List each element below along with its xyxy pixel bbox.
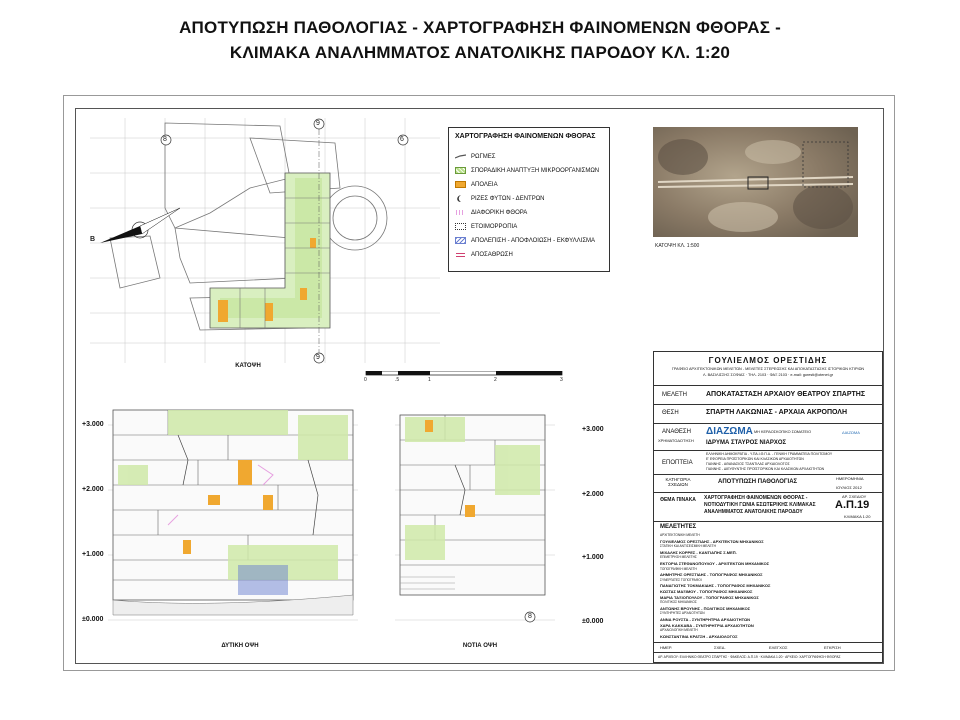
west-elevation-caption: ΔΥΤΙΚΗ ΟΨΗ xyxy=(221,643,259,649)
aerial-caption: ΚΑΤΟΨΗ ΚΛ. 1:500 xyxy=(655,243,700,249)
scale-tick-3: 3 xyxy=(560,377,563,383)
plant-roots-icon xyxy=(455,194,466,203)
location-label: ΘΕΣΗ xyxy=(662,410,679,416)
team-label: ΜΕΛΕΤΗΤΕΣ xyxy=(660,524,697,530)
supervision-line-1: ΕΛΛΗΝΙΚΗ ΔΗΜΟΚΡΑΤΙΑ - Υ.ΠΑ.Ι.Θ.Π.Α. - ΓΕΝΙΚΗ ΓΡΑΜΜΑΤΕΙΑ ΠΟΛΙΤΙΣΜΟΥ xyxy=(706,452,833,456)
study-label: ΜΕΛΕΤΗ xyxy=(662,392,688,398)
plan-axis-label-9-top: 9 xyxy=(316,120,320,127)
scale-tick-half: .5 xyxy=(395,377,400,383)
legend-item-microorganisms: ΣΠΟΡΑΔΙΚΗ ΑΝΑΠΤΥΞΗ ΜΙΚΡΟΟΡΓΑΝΙΣΜΩΝ xyxy=(455,166,599,175)
drawing-scale: ΚΛΙΜΑΚΑ 1:20 xyxy=(844,514,871,519)
south-elevation-drawing xyxy=(395,405,555,630)
footer-col-check: ΕΛΕΓΧΟΣ xyxy=(769,645,788,650)
south-elevation-caption: ΝΟΤΙΑ ΟΨΗ xyxy=(462,643,498,649)
team-entry: ΠΟΛΙΤΙΚΟΣ ΜΗΧΑΝΙΚΟΣ xyxy=(660,600,697,605)
legend-item-unstable: ΕΤΟΙΜΟΡΡΟΠΙΑ xyxy=(455,222,517,231)
team-entry: ΓΟΥΛΙΕΛΜΟΣ ΟΡΕΣΤΙΔΗΣ - ΑΡΧΙΤΕΚΤΩΝ ΜΗΧΑΝΙΚΟΣ xyxy=(660,538,764,544)
team-entry: ΤΟΠΟΓΡΑΦΙΚΗ ΜΕΛΕΤΗ xyxy=(660,566,697,571)
south-level-2000: +2.000 xyxy=(582,491,604,498)
scale-tick-2: 2 xyxy=(494,377,497,383)
aerial-photo xyxy=(653,127,858,237)
plan-axis-label-8: 8 xyxy=(163,136,167,143)
legend-item-loss: ΑΠΟΛΕΙΑ xyxy=(455,180,498,189)
south-level-3000: +3.000 xyxy=(582,426,604,433)
diazoma-logo-text: ΔΙΑΖΩΜΑ xyxy=(706,426,753,437)
title-block xyxy=(653,351,883,663)
team-entry: ΣΥΝΕΡΓΑΤΕΣ ΤΟΠΟΓΡΑΦΟΙ xyxy=(660,577,702,582)
scale-bar xyxy=(364,371,564,385)
west-level-2000: +2.000 xyxy=(82,486,104,493)
north-arrow-label: Β xyxy=(90,236,96,243)
assign-sub-label: ΧΡΗΜΑΤΟΔΟΤΗΣΗ xyxy=(658,438,694,443)
west-elevation-drawing xyxy=(108,405,358,630)
supervision-label: ΕΠΟΠΤΕΙΑ xyxy=(662,460,693,466)
drawing-no-label: ΑΡ. ΣΧΕΔΙΟΥ xyxy=(842,494,867,499)
date-value: ΙΟΥΛΙΟΣ 2012 xyxy=(836,485,862,490)
microorganism-swatch-icon xyxy=(455,167,466,174)
team-entry: ΜΑΡΙΑ ΤΑΞΙΟΠΟΥΛΟΥ - ΤΟΠΟΓΡΑΦΟΣ ΜΗΧΑΝΙΚΟΣ xyxy=(660,594,759,600)
location-value: ΣΠΑΡΤΗ ΛΑΚΩΝΙΑΣ - ΑΡΧΑΙΑ ΑΚΡΟΠΟΛΗ xyxy=(706,409,847,416)
footer-col-date: ΗΜΕΡ. xyxy=(660,645,673,650)
page-title-line-2: ΚΛΙΜΑΚΑ ΑΝΑΛΗΜΜΑΤΟΣ ΑΝΑΤΟΛΙΚΗΣ ΠΑΡΟΔΟΥ ΚΛ. 1:20 xyxy=(229,43,731,62)
team-entry: ΧΑΡΑ ΚΑΚΚΑΒΑ - ΣΥΝΤΗΡΗΤΡΙΑ ΑΡΧΑΙΟΤΗΤΩΝ xyxy=(660,622,754,628)
legend-item-cracks: ΡΩΓΜΕΣ xyxy=(455,152,496,161)
team-entry: ΕΚΤΟΡΙΑ ΣΤΕΦΑΝΟΠΟΥΛΟΥ - ΑΡΧΙΤΕΚΤΩΝ ΜΗΧΑΝΙΚΟΣ xyxy=(660,561,770,566)
plan-axis-label-9-bottom: 9 xyxy=(316,354,320,361)
study-value: ΑΠΟΚΑΤΑΣΤΑΣΗ ΑΡΧΑΙΟΥ ΘΕΑΤΡΟΥ ΣΠΑΡΤΗΣ xyxy=(706,391,866,398)
team-entry: ΑΝΝΑ ΡΟΥΣΤΑ - ΣΥΝΤΗΡΗΤΡΙΑ ΑΡΧΑΙΟΤΗΤΩΝ xyxy=(660,617,751,622)
supervision-line-2: Ε' ΕΦΟΡΕΙΑ ΠΡΟΪΣΤΟΡΙΚΩΝ ΚΑΙ ΚΛΑΣΙΚΩΝ ΑΡΧΑΙΟΤΗΤΩΝ xyxy=(706,457,804,461)
legend-item-weathering: ΑΠΟΣΑΘΡΩΣΗ xyxy=(455,250,513,259)
differential-swatch-icon xyxy=(455,209,466,216)
team-entry: ΑΝΤΩΝΗΣ ΒΡΟΥΝΗΣ - ΠΟΛΙΤΙΚΟΣ ΜΗΧΑΝΙΚΟΣ xyxy=(660,605,751,611)
weathering-swatch-icon xyxy=(455,251,466,258)
team-entry: ΚΩΣΤΑΣ ΜΑΞΙΜΟΥ - ΤΟΠΟΓΡΑΦΟΣ ΜΗΧΑΝΙΚΟΣ xyxy=(660,589,753,594)
south-level-0000: ±0.000 xyxy=(582,618,604,625)
architect-subtitle: ΓΡΑΦΕΙΟ ΑΡΧΙΤΕΚΤΟΝΙΚΩΝ ΜΕΛΕΤΩΝ - ΜΕΛΕΤΕΣ ΣΤΕΡΕΩΣΗΣ ΚΑΙ ΑΠΟΚΑΤΑΣΤΑΣΗΣ ΙΣΤΟΡΙΚΩΝ ΚΤΙΡΙΩΝ xyxy=(671,367,865,371)
loss-swatch-icon xyxy=(455,181,466,188)
west-level-1000: +1.000 xyxy=(82,551,104,558)
west-level-3000: +3.000 xyxy=(82,421,104,428)
assign-label: ΑΝΑΘΕΣΗ xyxy=(662,429,691,435)
flaking-swatch-icon xyxy=(455,237,466,244)
theme-line-3: ΑΝΑΛΗΜΜΑΤΟΣ ΑΝΑΤΟΛΙΚΗΣ ΠΑΡΟΔΟΥ xyxy=(704,509,803,515)
date-label: ΗΜΕΡΟΜΗΝΙΑ xyxy=(836,476,864,481)
theme-label: ΘΕΜΑ ΠΙΝΑΚΑ xyxy=(660,497,696,503)
page-title-line-1: ΑΠΟΤΥΠΩΣΗ ΠΑΘΟΛΟΓΙΑΣ - ΧΑΡΤΟΓΡΑΦΗΣΗ ΦΑΙΝΟΜΕΝΩΝ ΦΘΟΡΑΣ - xyxy=(179,18,781,37)
category-value: ΑΠΟΤΥΠΩΣΗ ΠΑΘΟΛΟΓΙΑΣ xyxy=(718,479,798,485)
south-axis-label-8: 8 xyxy=(528,613,532,620)
legend-title: ΧΑΡΤΟΓΡΑΦΗΣΗ ΦΑΙΝΟΜΕΝΩΝ ΦΘΟΡΑΣ xyxy=(455,133,596,140)
category-label: ΚΑΤΗΓΟΡΙΑ ΣΧΕΔΙΩΝ xyxy=(665,477,691,487)
scale-tick-1: 1 xyxy=(428,377,431,383)
team-entry: ΑΡΧΙΤΕΚΤΟΝΙΚΗ ΜΕΛΕΤΗ xyxy=(660,533,700,537)
team-entry: ΚΩΝΣΤΑΝΤΙΝΑ ΚΡΑΤΣΗ - ΑΡΧΑΙΟΛΟΓΟΣ xyxy=(660,633,738,639)
legend-item-roots: ΡΙΖΕΣ ΦΥΤΩΝ - ΔΕΝΤΡΩΝ xyxy=(455,194,545,203)
architect-contact: Λ. ΒΑΣΙΛΙΣΣΗΣ ΣΟΦΙΑΣ · ΤΗΛ. 2103 · ΦΑΞ 2103 · e-mail: goresti@otenet.gr xyxy=(702,373,834,377)
plan-axis-label-6: 6 xyxy=(400,136,404,143)
supervision-line-4: ΓΙΑΝΝΗΣ - ΔΙΕΥΘΥΝΤΗΣ ΠΡΟΪΣΤΟΡΙΚΩΝ ΚΑΙ ΚΛΑΣΙΚΩΝ ΑΡΧΑΙΟΤΗΤΩΝ xyxy=(706,467,825,471)
team-entry: ΣΥΝΤΗΡΗΤΕΣ ΑΡΧΑΙΟΤΗΤΩΝ xyxy=(660,611,705,616)
footer-col-drawn: ΣΧΕΔ. xyxy=(714,645,726,650)
assign-value-foundation: ΙΔΡΥΜΑ ΣΤΑΥΡΟΣ ΝΙΑΡΧΟΣ xyxy=(706,440,787,446)
team-entry: ΕΠΙΜΕΤΡΗΣΗ ΜΕΛΕΤΗΣ xyxy=(660,555,697,560)
unstable-swatch-icon xyxy=(455,223,466,230)
plan-drawing xyxy=(90,118,440,368)
footer-col-approve: ΕΓΚΡΙΣΗ xyxy=(824,645,841,650)
theme-line-2: ΝΟΤΙΟΔΥΤΙΚΗ ΓΩΝΙΑ ΕΣΩΤΕΡΙΚΗΣ ΚΛΙΜΑΚΑΣ xyxy=(704,502,816,508)
theme-line-1: ΧΑΡΤΟΓΡΑΦΗΣΗ ΦΑΙΝΟΜΕΝΩΝ ΦΘΟΡΑΣ - xyxy=(704,495,808,501)
team-entry: ΠΑΝΑΓΙΩΤΗΣ ΤΟΚΜΑΚΙΔΗΣ - ΤΟΠΟΓΡΑΦΟΣ ΜΗΧΑΝΙΚΟΣ xyxy=(660,583,771,589)
assign-value-sub: ΜΗ ΚΕΡΔΟΣΚΟΠΙΚΟ ΣΩΜΑΤΕΙΟ xyxy=(754,430,812,434)
damage-legend xyxy=(448,127,610,272)
team-entry: ΔΗΜΗΤΡΗΣ ΟΡΕΣΤΙΔΗΣ - ΤΟΠΟΓΡΑΦΟΣ ΜΗΧΑΝΙΚΟΣ xyxy=(660,572,763,578)
west-level-0000: ±0.000 xyxy=(82,616,104,623)
team-entry: ΣΤΑΤΙΚΗ ΚΑΙ ΑΝΤΙΣΕΙΣΜΙΚΗ ΜΕΛΕΤΗ xyxy=(660,544,716,549)
scale-tick-0: 0 xyxy=(364,377,367,383)
team-entry: ΜΙΧΑΛΗΣ ΚΟΡΡΕΣ - ΚΑΝΤΙΑΠΗΣ Σ.ΜΕΠ. xyxy=(660,549,737,555)
supervision-line-3: ΓΙΑΝΝΗΣ - ΑΘΑΝΑΣΙΟΣ ΤΣΑΝΤΙΛΑΣ ΑΡΧΑΙΟΛΟΓΟΣ xyxy=(706,462,790,466)
footer-note: ΑΡ. ΑΡΧΕΙΟΥ: ΕΛΛΗΝΙΚΟ ΘΕΑΤΡΟ ΣΠΑΡΤΗΣ · ΦΑΚΕΛΟΣ: Α.Π.19 · ΚΛΙΜΑΚΑ 1:20 · ΑΡΧΕΙΟ: ΧΑΡΤΟΓΡΑΦΗΣΗ ΦΘΟΡΑΣ xyxy=(658,655,841,659)
crack-line-icon xyxy=(455,153,466,160)
team-entry: ΑΡΧΑΙΟΛΟΓΙΚΗ ΜΕΛΕΤΗ xyxy=(660,628,698,633)
plan-caption: ΚΑΤΟΨΗ xyxy=(235,363,261,369)
legend-item-flaking: ΑΠΟΛΕΠΙΣΗ - ΑΠΟΦΛΟΙΩΣΗ - ΕΚΦΥΛΛΙΣΜΑ xyxy=(455,236,595,245)
drawing-number: Α.Π.19 xyxy=(835,499,870,511)
architect-name: ΓΟΥΛΙΕΛΜΟΣ ΟΡΕΣΤΙΔΗΣ xyxy=(708,356,828,365)
legend-item-differential: ΔΙΑΦΟΡΙΚΗ ΦΘΟΡΑ xyxy=(455,208,527,217)
south-level-1000: +1.000 xyxy=(582,554,604,561)
diazoma-logo-mark: ΔΙΑΖΩΜΑ xyxy=(842,430,860,435)
